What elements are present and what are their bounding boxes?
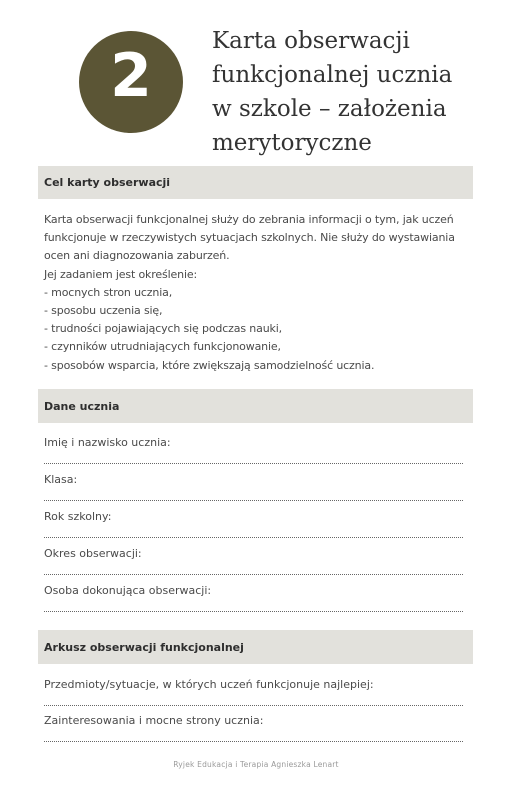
dotted-answer-line: [44, 463, 463, 464]
best-situations-field[interactable]: [44, 678, 463, 692]
footer-credit: Ryjek Edukacja i Terapia Agnieszka Lenart: [173, 760, 339, 769]
page-title: [212, 24, 504, 160]
paragraph-line: Karta obserwacji funkcjonalnej służy do zebrania informacji o tym, jak uczeń: [44, 213, 454, 226]
paragraph-line: funkcjonuje w rzeczywistych sytuacjach szkolnych. Nie służy do wystawiania: [44, 231, 455, 245]
dotted-answer-line: [44, 705, 463, 706]
dotted-answer-line: [44, 537, 463, 538]
list-item: - trudności pojawiających się podczas nauki,: [44, 322, 283, 336]
class-field[interactable]: [44, 473, 463, 487]
dotted-answer-line: [44, 611, 463, 612]
paragraph-line: ocen ani diagnozowania zaburzeń.: [44, 249, 230, 263]
observation-period-field[interactable]: [44, 547, 463, 561]
list-item: - sposobu uczenia się,: [44, 304, 163, 318]
list-item: - sposobów wsparcia, które zwiększają samodzielność ucznia.: [44, 358, 375, 372]
section-heading-goal: Cel karty obserwacji: [38, 166, 473, 199]
title-line: merytoryczne: [212, 130, 372, 156]
list-item: - mocnych stron ucznia,: [44, 285, 173, 299]
field-label: Zainteresowania i mocne strony ucznia:: [44, 714, 264, 727]
field-label: Osoba dokonująca obserwacji:: [44, 584, 212, 597]
field-label: Okres obserwacji:: [44, 547, 142, 560]
section-number: 2: [110, 41, 152, 111]
title-line: funkcjonalnej ucznia: [212, 62, 453, 88]
list-item: - czynników utrudniających funkcjonowanie,: [44, 340, 281, 354]
dotted-answer-line: [44, 574, 463, 575]
student-name-field[interactable]: [44, 436, 463, 450]
section-number-badge: [79, 31, 183, 133]
field-label: Klasa:: [44, 473, 78, 486]
strengths-field[interactable]: [44, 714, 463, 728]
dotted-answer-line: [44, 500, 463, 501]
field-label: Imię i nazwisko ucznia:: [44, 436, 171, 449]
paragraph-line: Jej zadaniem jest określenie:: [44, 267, 198, 281]
field-label: Rok szkolny:: [44, 510, 112, 523]
title-line: Karta obserwacji: [212, 28, 410, 54]
school-year-field[interactable]: [44, 510, 463, 524]
observer-field[interactable]: [44, 584, 463, 598]
field-label: Przedmioty/sytuacje, w których uczeń funkcjonuje najlepiej:: [44, 678, 374, 691]
section-heading-sheet: Arkusz obserwacji funkcjonalnej: [38, 630, 473, 664]
goal-description: [44, 211, 474, 375]
dotted-answer-line: [44, 741, 463, 742]
section-heading-student: Dane ucznia: [38, 389, 473, 423]
title-line: w szkole – założenia: [212, 96, 447, 122]
